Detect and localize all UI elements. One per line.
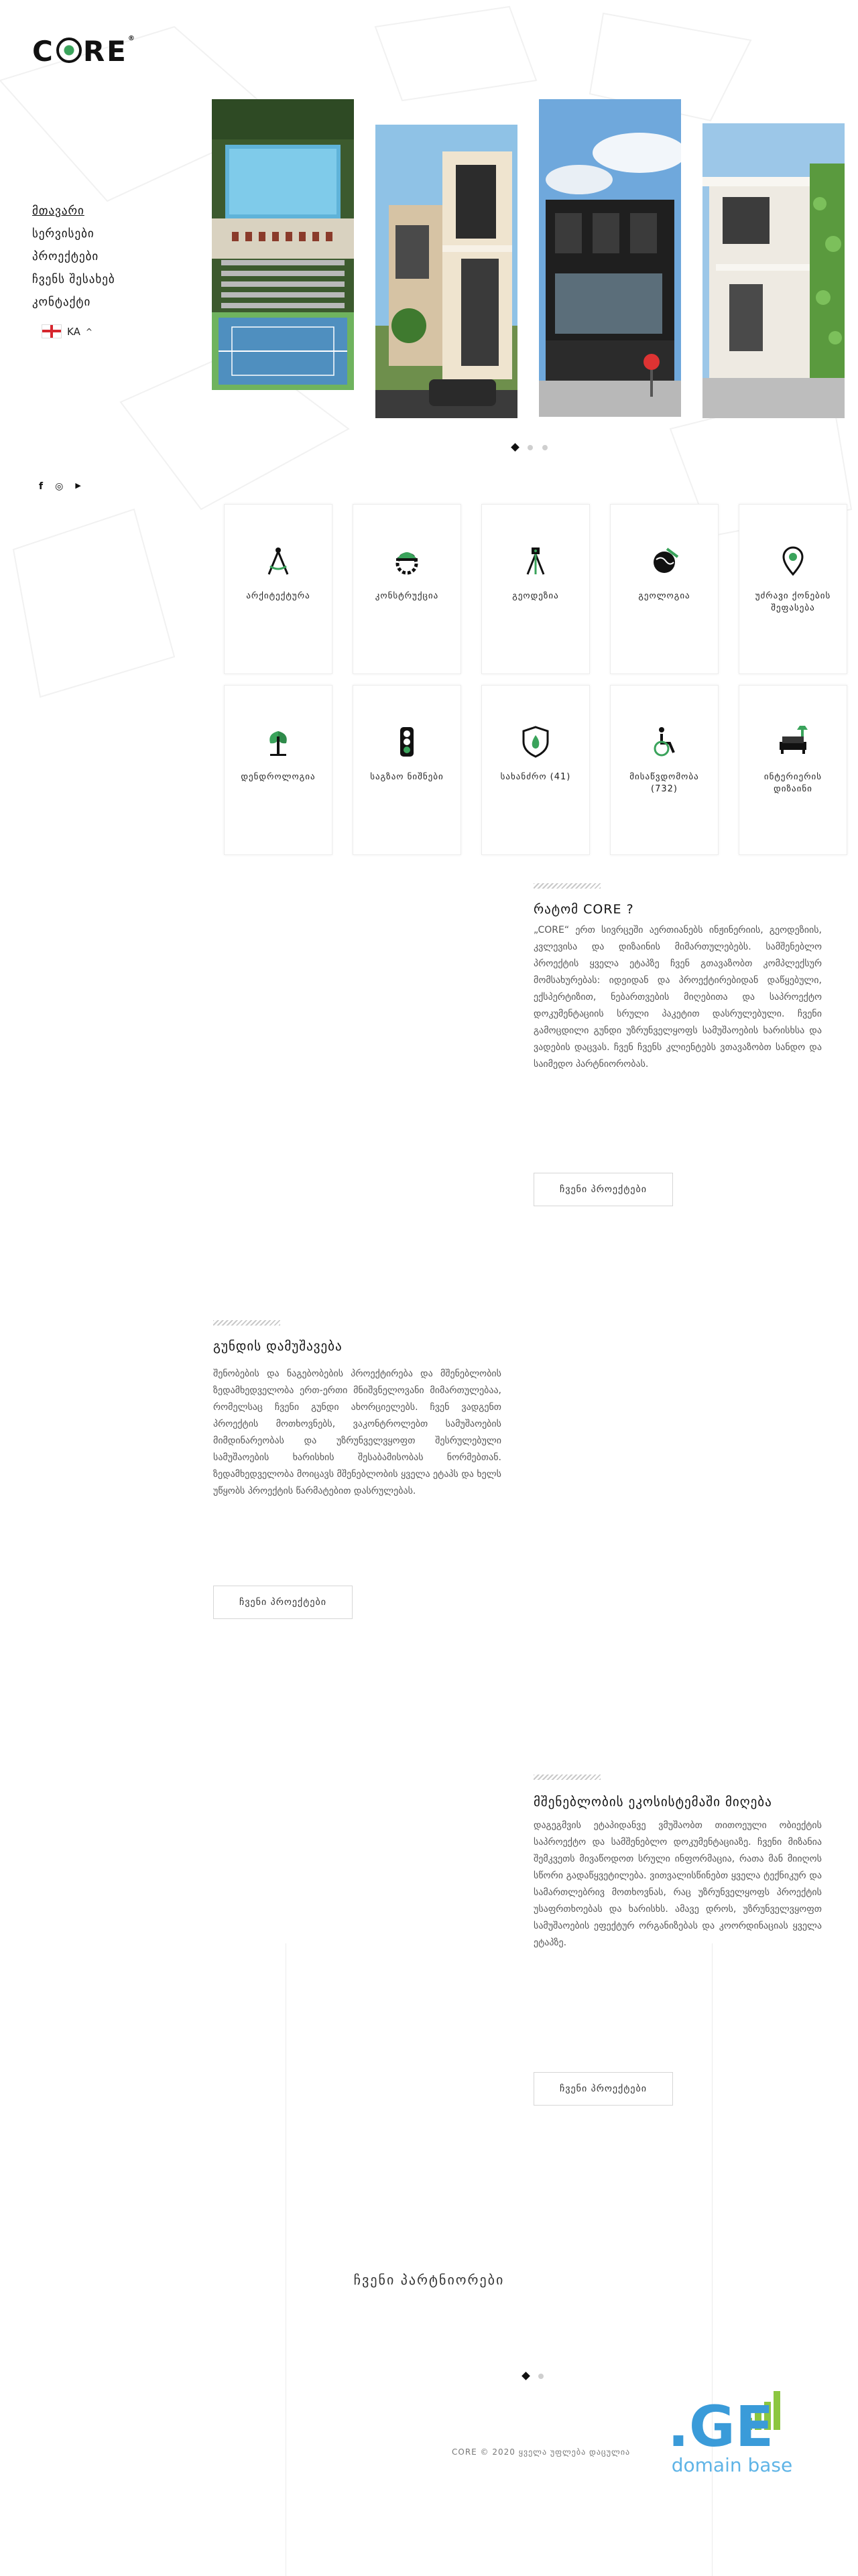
hero-photo-building [539,99,681,417]
georgia-flag-icon [42,324,62,338]
reliability-title: გუნდის დამუშავება [213,1339,343,1354]
service-card-interior-design[interactable] [739,685,847,855]
why-core-text: „CORE“ ერთ სივრცეში აერთიანებს ინჟინერიის, გეოდეზიის, კვლევისა და დიზაინის მიმართულებებს. სამშენებლო პროექტის ყველა ეტაპზე ჩვენ გთავაზობთ კომპლექსურ მომსახურებას: იდეიდან და პროექტირებიდან დაწყებული, ექსპერტიზით, ნებართვების მიღებითა და საპროექტო დოკუმენტაციის სრული პაკეტით დასრულებული. ჩვენი გამოცდილი გუნდი უზრუნველყოფს სამუშაოების ხარისხსა და ვადების დაცვას. ჩვენ ჩვენს კლიენტებს ვთავაზობთ სანდო და საიმედო პარტნიორობას. [534,925,822,1070]
facebook-icon[interactable]: f [39,481,44,492]
ge-domain-badge[interactable] [665,2376,799,2476]
our-projects-button[interactable]: ჩვენი პროექტები [534,2072,673,2106]
fire-shield-icon [518,724,553,759]
experience-title: მშენებლობის ეკოსისტემაში მიღება [534,1795,772,1809]
service-card-geodesy[interactable] [481,504,590,674]
hero-slider-dots [512,444,548,450]
tripod-icon [518,543,553,578]
social-links [39,481,81,492]
nav-item-projects[interactable]: პროექტები [32,250,99,263]
slider-dot-1[interactable] [511,443,519,452]
service-label: საგზაო ნიშნები [370,772,444,782]
main-nav [32,200,115,314]
nav-item-contact[interactable]: კონტაქტი [32,296,91,309]
tree-icon [261,724,296,759]
service-label: კონსტრუქცია [375,591,439,601]
service-label: დენდროლოგია [241,772,316,782]
partners-dot-2[interactable] [538,2374,544,2379]
service-label: გეოლოგია [638,591,690,601]
ge-text: .GE [668,2394,774,2450]
our-projects-button[interactable]: ჩვენი პროექტები [213,1586,353,1619]
instagram-icon[interactable]: ◎ [55,481,64,492]
logo-text-left: C [32,35,55,68]
service-label: სახანძრო (41) [500,772,571,782]
section-decoration [534,1775,601,1780]
partners-title: ჩვენი პარტნიორები [353,2272,505,2288]
partners-dot-1[interactable] [522,2372,530,2380]
hero-photo-pool [212,99,354,390]
language-switcher[interactable] [42,324,93,338]
slider-dot-2[interactable] [528,445,533,450]
nav-item-services[interactable]: სერვისები [32,227,95,241]
globe-pick-icon [647,543,682,578]
partners-slider-dots [523,2373,544,2379]
service-card-dendrology[interactable] [224,685,332,855]
service-label: მისაწვდომობა (732) [629,772,699,794]
slider-dot-3[interactable] [542,445,548,450]
footer-copyright: CORE © 2020 ყველა უფლება დაცულია [452,2447,631,2457]
section-decoration [213,1320,280,1326]
service-card-valuation[interactable] [739,504,847,674]
logo-registered: ® [127,35,137,42]
logo[interactable] [32,35,137,68]
nav-item-about[interactable]: ჩვენს შესახებ [32,273,115,286]
service-label: უძრავი ქონების შეფასება [755,591,831,613]
service-card-accessibility[interactable] [610,685,719,855]
compass-icon [261,543,296,578]
logo-mark-icon [56,38,82,63]
experience-text: დაგეგმვის ეტაპიდანვე ვმუშაობთ თითოეული ობიექტის საპროექტო და სამშენებლო დოკუმენტაციაზე. ჩვენი მიზანია შემკვეთს მივაწოდოთ სრული ინფორმაცია, რათა მან მიიღოს სწორი გადაწყვეტილება. ვითვალისწინებთ ყველა ტექნიკურ და სამართლებრივ მოთხოვნას, რაც უზრუნველყოფს პროექტის უსაფრთხოებას და ხარისხს. ამავე დროს, უზრუნველვყოფთ სამუშაოების ეფექტურ ორგანიზებას და კოორდინაციას ყველა ეტაპზე. [534,1820,822,1948]
traffic-light-icon [389,724,424,759]
why-core-title: რატომ CORE ? [534,902,634,917]
service-label: გეოდეზია [512,591,559,601]
nav-item-home[interactable]: მთავარი [32,204,84,218]
service-label: ინტერიერის დიზაინი [763,772,822,794]
hero-photo-house-2 [702,123,845,418]
service-card-geology[interactable] [610,504,719,674]
wheelchair-icon [647,724,682,759]
service-label: არქიტექტურა [246,591,310,601]
youtube-icon[interactable]: ▶ [75,481,81,490]
service-card-fire-safety[interactable] [481,685,590,855]
logo-text-right: RE [82,35,128,68]
our-projects-button[interactable]: ჩვენი პროექტები [534,1173,673,1206]
location-pin-icon [776,543,810,578]
domain-base-label: domain base [671,2454,793,2476]
section-decoration [534,883,601,889]
service-card-construction[interactable] [353,504,461,674]
sofa-icon [776,724,810,759]
ge-logo-icon [665,2376,799,2450]
service-card-architecture[interactable] [224,504,332,674]
gear-helmet-icon [389,543,424,578]
service-card-road-signs[interactable] [353,685,461,855]
guide-line [712,1943,713,2576]
chevron-up-icon: ^ [85,326,93,336]
reliability-text: შენობების და ნაგებობების პროექტირება და მშენებლობის ზედამხედველობა ერთ-ერთი მნიშვნელოვანი მიმართულებაა, რომელსაც ჩვენი გუნდი ახორციელებს. ჩვენ ვადგენთ პროექტის მოთხოვნებს, ვაკონტროლებთ სამუშაოების მიმდინარეობას და უზრუნველვყოფთ შესრულებული სამუშაოების ხარისხის შესაბამისობას ნორმებთან. ზედამხედველობა მოიცავს მშენებლობის ყველა ეტაპს და ხელს უწყობს პროექტის წარმატებით დასრულებას. [213,1368,501,1496]
hero-photo-house-1 [375,125,517,418]
language-code: KA [67,325,80,338]
